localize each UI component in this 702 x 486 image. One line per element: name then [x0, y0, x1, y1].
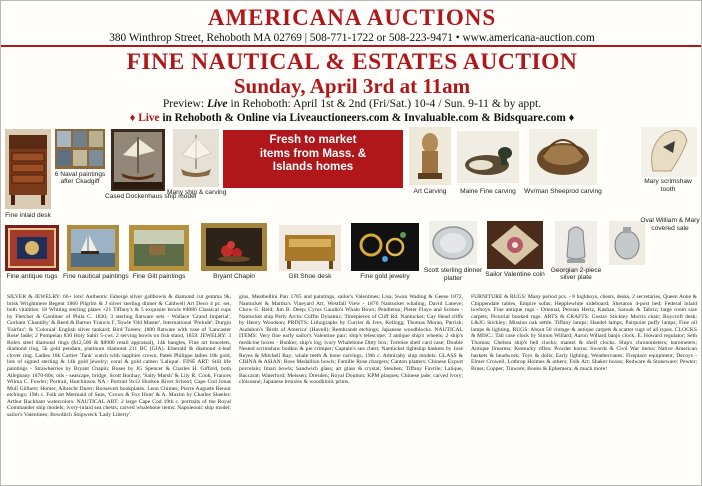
bryant-chapin-photo: [201, 223, 267, 271]
caption-ship-model: Cased Dockenhaus ship model: [105, 193, 197, 200]
caption-gilt-painting: Fine Gilt paintings: [132, 273, 186, 280]
text-column-2: [239, 294, 463, 484]
badge-line-3: Islands homes: [272, 160, 354, 173]
caption-art-carving: Art Carving: [413, 188, 447, 195]
caption-william-mary: Oval William & Mary covered sale: [640, 217, 700, 232]
inlaid-desk-photo: [5, 129, 51, 209]
sterling-platter-photo: [429, 221, 477, 265]
caption-bryant-chapin: Bryant Chapin: [213, 273, 255, 280]
georgian-silver-photo: [555, 221, 597, 271]
preview-live: Live: [206, 97, 228, 110]
fresh-to-market-badge: [223, 130, 403, 188]
badge-line-2: items from Mass. &: [259, 146, 367, 160]
badge-line-1: Fresh to market: [269, 133, 357, 146]
column-1-text: SILVER & JEWELRY: 66+ lots! Authentic Fabergé silver gallbowls & diamond cut gemma 9k, brisk Wrightmere Regent 1860 Pilgrim & J silver sterling dinner & Caldwell Art Deco 4 pc. set, both vitalities: 18 Whiting sterling plates +21 Tiffany's & 5 exquisite bowls #4086 Classical cups by Fletcher & Gardiner of Phila C. 1830; 3 sterling flatware sets - Wallace 'Grand Imperial', Gorham 'Chantilly' & Reed & Barton 'Francis I', Towle 'Old Master', International 'Prelude'; Durgin 'Fairfax'; & 'Colonial' English silver tankard; Bird Tureen; 1800 flatware with vase of 'Lancaster Rose' ladle; 2 Pompeian 830 Holy Sahir 5-cwt. 2 serving bowls on fish stand, 1859. JEWELRY: 3 Rolex steel diamond rings ($12,500 & $8900 retail appraisal), 14k bangles, Fine art bracelets, diamond ring, 5k gold pendant, platinum diamond 211 BC (GIA). Emerald & diamond 4-leaf clover ring. Ladies 18k Cartier 'Tank' watch with sapphire crown, Patek Philippe ladies 18k gold, lots of signed sterling & 14k gold jewelry; coral & gold cameo 'Lalique'. FINE ART: Still life paintings - Strawberries by Bryant Chapin; Roses by JG Spencer & Charles H. Gifford, both Alleghany 1870-80s; oils - seascape, bridge, Scott Bonhay; 'Salty Marsh' & Lily R. Cook, Frances Wilma C. Fowler; Portrait, Hutchinson NA - Portrait 9x12 Hudson River School; Cape Cod Jonas Mull Gillbert; Homer, Albrecht Durer; Roosevelt bookplates. Leon Chimes; Pierre Auguste Renoir etchings; 19th c. Folk art Mermaid of Seas, 'Crows & Fox Hunt' & A. Maxim by Charles Sheeler; Arthur Rackham watercolors. NAUTICAL ART: 2 large Cape Cod 19th c. portraits of the Royal Commander ship models; ivory-inlaid sea chests; carved whalebone items; Napoleonic ship model; sailor's Valentines; Bowditch Shipwreck 'Lady Liberty'.: [7, 294, 231, 418]
online-line: [1, 111, 702, 125]
caption-georgian-1: Georgian 2-piece: [550, 267, 602, 274]
caption-gilt-shoe: Gilt Shoe desk: [288, 273, 332, 280]
caption-scrimshaw: Mary scrimshaw tooth: [644, 178, 692, 193]
caption-georgian-2: silver plate: [560, 274, 592, 281]
company-name: AMERICANA AUCTIONS: [207, 5, 497, 30]
caption-gold-jewelry: Fine gold jewelry: [360, 273, 410, 280]
nautical-painting-photo: [67, 225, 119, 271]
caption-sterling: Scott sterling dinner platter: [423, 267, 483, 282]
text-column-1: [7, 294, 231, 484]
preview-prefix: Preview:: [162, 97, 205, 110]
gold-jewelry-photo: [351, 223, 419, 271]
antique-rugs-photo: [5, 225, 59, 271]
caption-decoy: Maine Fine carving: [460, 188, 516, 195]
ivory-ship-photo: [173, 129, 219, 187]
gilt-shoe-desk-photo: [279, 225, 341, 271]
address-line: 380 Winthrop Street, Rehoboth MA 02769 | 508-771-1722 or 508-223-9471 • www.americana-auction.com: [109, 32, 595, 44]
preview-details: in Rehoboth: April 1st & 2nd (Fri/Sat.) 10-4 / Sun. 9-11 & by appt.: [230, 97, 542, 110]
column-3-text: FURNITURE & RUGS: Many period pcs. - 8 highboys, chests, desks, 2 secretaries, Queen Anne & Chippendale tables, Empire sofas; Hepplewhite sideboard; Sheraton 4-post bed; Federal inlaid lowboys. Fine antique rugs - Oriental, Persian Heriz, Kashan, Sarouk & Tabriz; large room size carpets; Pictorial hooked rugs. ARTS & CRAFTS: Gustav Stickley Morris chair; Roycroft desk; L&JG Stickley; Mission oak settle. Tiffany lamps; Handel lamps; Pairpoint puffy lamps; Fine oil lamps & lighting. RUGS: About 50 vintage & antique carpets & scatter rugs of all types. CLOCKS & MISC.: Tall case clock by Simon Willard; Aaron Willard banjo clock; E. Howard regulator; Seth Thomas; Chelsea ship's bell clocks; mantel & shelf clocks. Ship's chronometers; barometers; Antique firearms; Kentucky rifles; Powder horns; Swords & Civil War items; Native American baskets & beadwork; Toys & dolls; Early lighting; Weathervanes; Fireplace equipment; Decoys - Elmer Crowell, Lothrop Holmes & others; Folk Art; Shaker boxes; Redware & Stoneware; Pewter; Brass; Copper; Tinware; Books & Ephemera; & much more!: [471, 294, 697, 373]
caption-naval-1: 6 Naval paintings: [54, 171, 106, 178]
caption-naval-2: after Ckadgiff: [60, 178, 100, 185]
preview-line: [1, 97, 702, 111]
caption-inlaid-desk: Fine inlaid desk: [5, 212, 51, 219]
ship-model-photo: [111, 129, 165, 191]
scrimshaw-photo: [641, 127, 697, 177]
text-column-3: [471, 294, 697, 484]
caption-basket: Wv/man Sheeprod carving: [524, 188, 602, 195]
caption-nautical-paintings: Fine nautical paintings: [63, 273, 129, 280]
gilt-painting-photo: [129, 225, 189, 271]
caption-rugs: Fine antique rugs: [6, 273, 58, 280]
decoy-photo: [457, 131, 519, 183]
caption-ivory-ship: Many ship & carving: [167, 189, 227, 196]
header-divider: [1, 45, 702, 47]
header: [1, 1, 702, 45]
caption-sailors-valentine: Sailor Valentine coin: [485, 271, 545, 278]
online-live: ♦ Live: [129, 112, 160, 124]
online-details: in Rehoboth & Online via Liveauctioneers.com & Invaluable.com & Bidsquare.com ♦: [162, 112, 575, 124]
basket-photo: [529, 129, 597, 185]
column-2-text: gins, Meatbellini Pair 1785 and paintings, sailor's Valentines; Lisa, Swan Wading & Geese 1872, Nantucket & Martha's Vineyard Art, Westfall View - 1876 Nantucket whaling; David Laneve; Chow G. Reid; Jim B. Deep; Cyrus Gaudio's Whale Bows; Pendleton; Pieter Flayo and Scenes - Nantucket ship Party Arctic Coffin Dynamic; Timepieces of Cliff Rd. Nantucket; Gay Head cliffs by Henry Woodson; PRINTS: Lithographs by Currier & Ives, Kellogg; Thomas Moran, Parrish; Audubon's 'Birds of America' (Havell); Rembrandt etchings; Japanese woodblocks. NAUTICAL ITEMS: Very fine early sailor's Valentine pair; ship's telescope; 3 antique ship's wheels; 2 ship's medicine boxes - Bunker; ship's log; ivory Whalebone Ditty box; Tortoise shell card case; Double Nested scrimshaw bodkin & pie crimper; Captain's sea chest; Nantucket lightship baskets by José Reyes & Mitchell Ray; whale teeth & bone carvings, 19th c. Admiralty ship models. GLASS & CHINA & ASIAN: Rose Medallion bowls; Famille Rose chargers; Canton platters; Chinese Export porcelain; Imari bowls; Sandwich glass; art glass & crystal; Steuben; Tiffany Favrile; Lalique, Baccarat; Waterford; Meissen; Dresden; Royal Doulton; KPM plaques; Chinese jade; carved ivory; cloisonné; Japanese bronzes & woodblock prints.: [239, 294, 463, 386]
sailors-valentine-photo: [487, 221, 543, 269]
art-carving-photo: [409, 127, 451, 185]
sale-title: FINE NAUTICAL & ESTATES AUCTION: [126, 49, 578, 75]
naval-paintings-photo: [55, 129, 105, 169]
sale-date: Sunday, April 3rd at 11am: [233, 74, 471, 98]
